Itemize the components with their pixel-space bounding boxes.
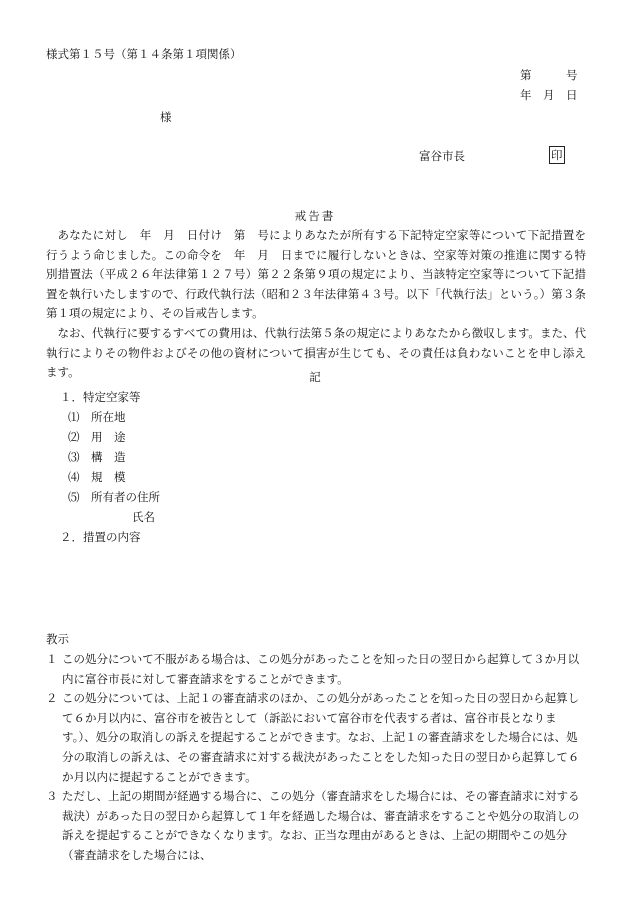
kyoji-item-number: １: [46, 652, 58, 666]
addressee: 様: [160, 110, 172, 124]
issuer: 富谷市長: [419, 149, 465, 163]
list-sub-scale: ⑷ 規 模: [68, 470, 126, 484]
kyoji-item: [46, 650, 586, 689]
kyoji-title: 教示: [46, 632, 69, 646]
list-sub-structure: ⑶ 構 造: [68, 450, 126, 464]
body-paragraph-2: なお、代執行に要するすべての費用は、代執行法第５条の規定によりあなたから徴収します。また、代執行によりその物件およびその他の資材について損害が生じても、その責任は負わないことを申し添えます。: [46, 325, 586, 380]
kyoji-list: [46, 650, 586, 866]
document-number: 第 号: [520, 68, 578, 82]
kyoji-item-text: この処分については、上記１の審査請求のほか、この処分があったことを知った日の翌日から起算して６か月以内に、富谷市を被告として（訴訟において富谷市を代表する者は、富谷市長となります。）、処分の取消しの訴えを提起することができます。なお、上記１の審査請求をした場合には、処分の取消しの訴えは、その審査請求に対する裁決があったことをした知った日の翌日から起算して６か月以内に提起することができます。: [62, 691, 580, 784]
kyoji-item-number: ２: [46, 691, 58, 706]
list-item-1: １．特定空家等: [60, 390, 141, 404]
document-title: 戒告書: [294, 209, 336, 223]
seal-stamp: 印: [551, 148, 563, 162]
body-paragraph-1: あなたに対し 年 月 日付け 第 号によりあなたが所有する下記特定空家等について下記措置を行うよう命じました。この命令を 年 月 日までに履行しないときは、空家等対策の推進に関する特別措置法（平成２６年法律第１２７号）第２２条第９項の規定により、当該特定空家等について下記措置を執行いたしますので、行政代執行法（昭和２３年法律第４３号。以下「代執行法」という。）第３条第１項の規定により、その旨戒告します。: [46, 228, 586, 321]
kyoji-item: [46, 787, 586, 865]
kyoji-item-text: ただし、上記の期間が経過する場合に、この処分（審査請求をした場合には、その審査請求に対する裁決）があった日の翌日から起算して１年を経過した場合は、審査請求をすることや処分の取消しの訴えを提起することができなくなります。なお、正当な理由があるときは、上記の期間やこの処分（審査請求をした場合には、: [62, 789, 580, 862]
kyoji-item-number: ３: [46, 789, 58, 804]
kyoji-item-text: この処分について不服がある場合は、この処分があったことを知った日の翌日から起算して３か月以内に富谷市長に対して審査請求をすることができます。: [62, 652, 580, 686]
kyoji-item: [46, 689, 586, 787]
list-sub-owner-name: 氏名: [132, 510, 155, 524]
list-item-2: ２．措置の内容: [60, 530, 141, 544]
list-sub-owner-address: ⑸ 所有者の住所: [68, 490, 160, 504]
warning-body: [46, 226, 586, 383]
ki-heading: 記: [309, 370, 321, 384]
measures-list: [60, 388, 160, 548]
list-sub-location: ⑴ 所在地: [68, 410, 126, 424]
form-id: 様式第１５号（第１４条第１項関係）: [46, 47, 242, 61]
list-sub-usage: ⑵ 用 途: [68, 430, 126, 444]
document-date: 年 月 日: [520, 88, 578, 102]
